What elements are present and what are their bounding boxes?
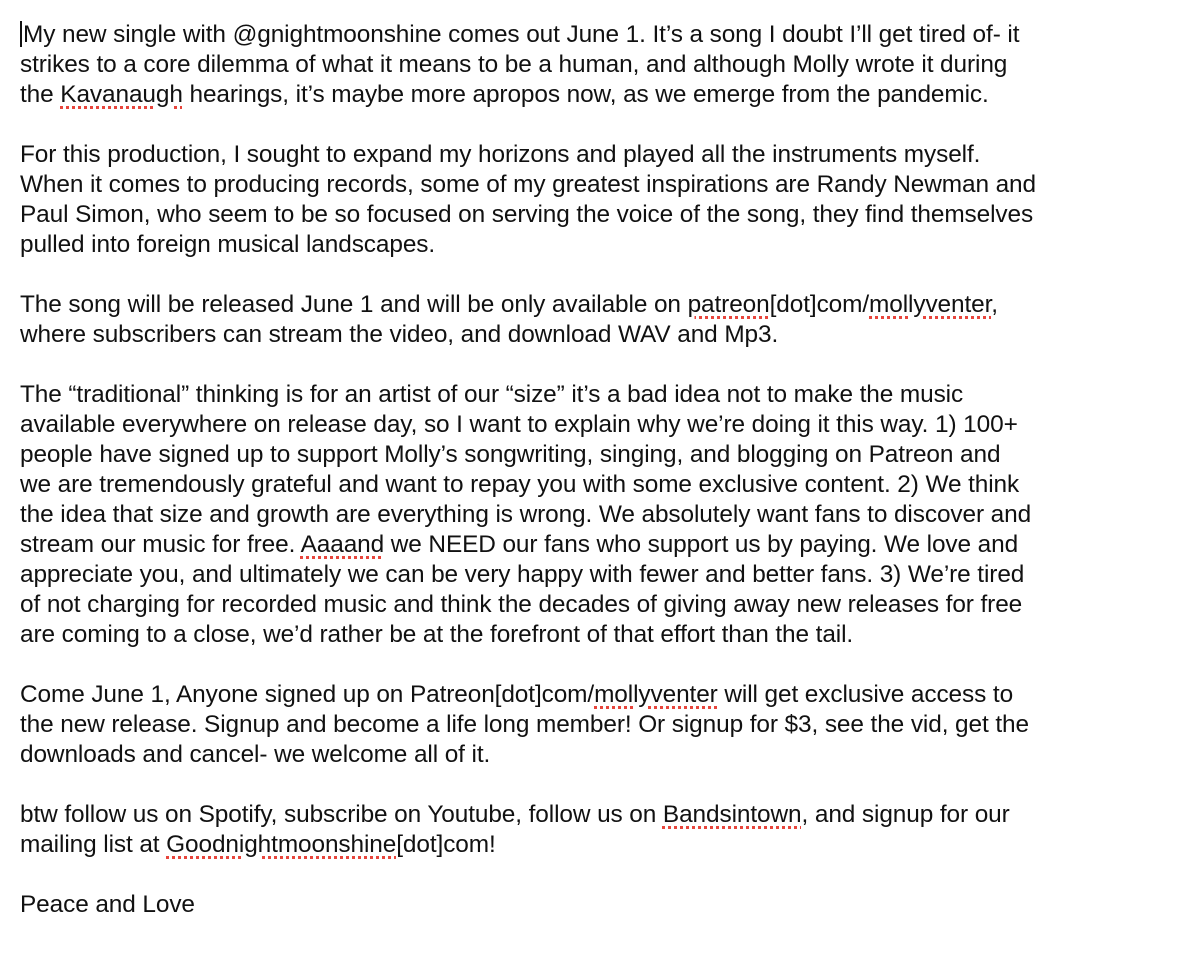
text-line [20, 410, 1192, 440]
misspelled-word: Goodnightmoonshine [166, 831, 397, 858]
paragraph [20, 20, 1192, 110]
text-line [20, 380, 1192, 410]
text-run: are coming to a close, we’d rather be at the forefront of that effort than the tail. [20, 621, 854, 648]
text-line [20, 890, 1192, 920]
text-line [20, 590, 1192, 620]
text-run: hearings, it’s maybe more apropos now, as we emerge from the pandemic. [182, 81, 989, 108]
text-run: When it comes to producing records, some of my greatest inspirations are Randy Newman and [20, 171, 1036, 198]
text-run: appreciate you, and ultimately we can be very happy with fewer and better fans. 3) We’re tired [20, 561, 1025, 588]
text-run: people have signed up to support Molly’s songwriting, singing, and blogging on Patreon and [20, 441, 1001, 468]
paragraph [20, 680, 1192, 770]
misspelled-word: mollyventer [869, 291, 992, 318]
misspelled-word: Kavanaugh [60, 81, 183, 108]
text-run: The song will be released June 1 and will be only available on [20, 291, 688, 318]
text-run: For this production, I sought to expand my horizons and played all the instruments myself. [20, 141, 981, 168]
text-line [20, 800, 1192, 830]
text-run: The “traditional” thinking is for an artist of our “size” it’s a bad idea not to make the music [20, 381, 964, 408]
text-line [20, 500, 1192, 530]
text-run: Paul Simon, who seem to be so focused on serving the voice of the song, they find themselves [20, 201, 1034, 228]
text-run: we NEED our fans who support us by paying. We love and [384, 531, 1019, 558]
text-run: the [20, 81, 61, 108]
text-run: available everywhere on release day, so I want to explain why we’re doing it this way. 1) 100+ [20, 411, 1018, 438]
text-run: of not charging for recorded music and think the decades of giving away new releases for free [20, 591, 1023, 618]
text-run: My new single with @gnightmoonshine comes out June 1. It’s a song I doubt I’ll get tired of- it [23, 21, 1020, 48]
misspelled-word: patreon [687, 291, 770, 318]
text-line [20, 20, 1192, 50]
text-run: pulled into foreign musical landscapes. [20, 231, 436, 258]
text-line [20, 710, 1192, 740]
paragraph [20, 380, 1192, 650]
paragraph [20, 290, 1192, 350]
text-line [20, 470, 1192, 500]
text-line [20, 440, 1192, 470]
text-line [20, 740, 1192, 770]
text-run: will get exclusive access to [717, 681, 1014, 708]
document-body[interactable] [20, 20, 1192, 950]
text-run: the new release. Signup and become a life long member! Or signup for $3, see the vid, get the [20, 711, 1029, 738]
text-run: mailing list at [20, 831, 167, 858]
text-line [20, 80, 1192, 110]
text-run: stream our music for free. [20, 531, 301, 558]
text-line [20, 230, 1192, 260]
text-run: btw follow us on Spotify, subscribe on Youtube, follow us on [20, 801, 663, 828]
text-run: strikes to a core dilemma of what it means to be a human, and although Molly wrote it during [20, 51, 1008, 78]
misspelled-word: Aaaand [300, 531, 385, 558]
text-line [20, 200, 1192, 230]
text-line [20, 620, 1192, 650]
text-line [20, 170, 1192, 200]
text-run: [dot]com! [396, 831, 496, 858]
text-line [20, 530, 1192, 560]
text-cursor [20, 21, 22, 47]
text-line [20, 560, 1192, 590]
text-run: we are tremendously grateful and want to repay you with some exclusive content. 2) We think [20, 471, 1020, 498]
text-run: , and signup for our [801, 801, 1010, 828]
text-run: Come June 1, Anyone signed up on Patreon[dot]com/ [20, 681, 595, 708]
text-run: Peace and Love [20, 891, 195, 918]
text-run: downloads and cancel- we welcome all of it. [20, 741, 491, 768]
paragraph [20, 140, 1192, 260]
text-line [20, 320, 1192, 350]
text-run: the idea that size and growth are everything is wrong. We absolutely want fans to discover and [20, 501, 1032, 528]
text-run: where subscribers can stream the video, and download WAV and Mp3. [20, 321, 779, 348]
paragraph [20, 890, 1192, 920]
text-run: [dot]com/ [769, 291, 870, 318]
misspelled-word: Bandsintown [662, 801, 802, 828]
paragraph [20, 800, 1192, 860]
text-line [20, 680, 1192, 710]
text-line [20, 50, 1192, 80]
text-line [20, 140, 1192, 170]
text-run: , [991, 291, 998, 318]
text-line [20, 290, 1192, 320]
text-line [20, 830, 1192, 860]
misspelled-word: mollyventer [594, 681, 718, 708]
